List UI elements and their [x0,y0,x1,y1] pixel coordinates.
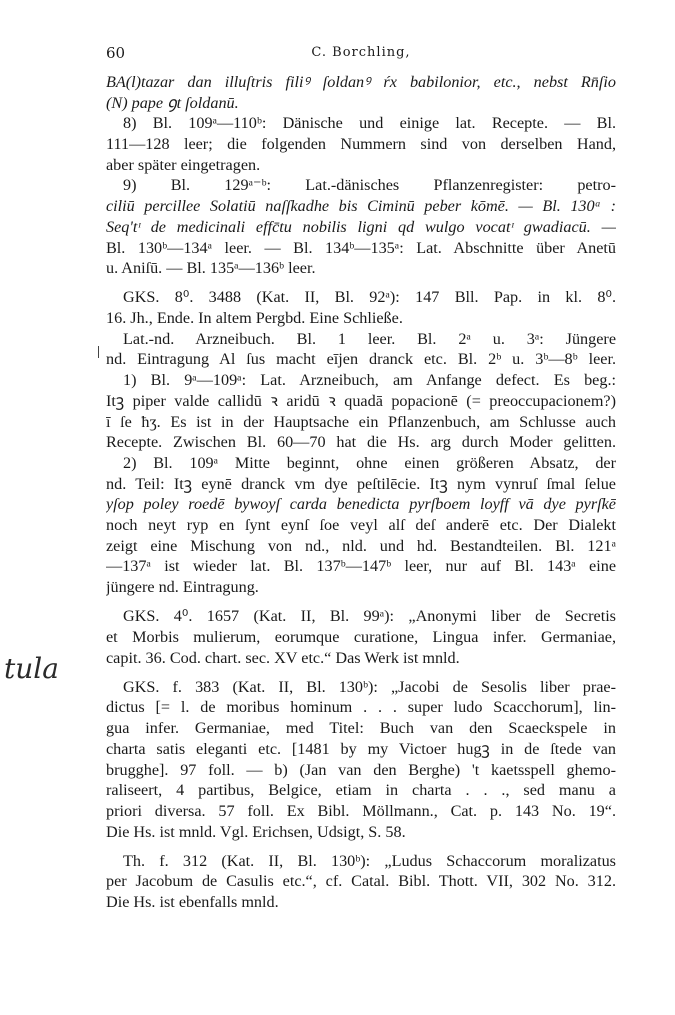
text-line: noch neyt ryp en ſynt eynſ ſoe veyl alſ deſ anderē etc. Der Dialekt [106,515,616,534]
text-line: brugghe]. 97 foll. — b) (Jan van den Berghe) 't kaetsspell ghemo- [106,760,616,779]
text-line: Seq'tᶦ de medicinali effc̄tu nobilis ligni qd wulgo vocatᶦ gwadiacū. — [106,217,616,236]
text-line: GKS. f. 383 (Kat. II, Bl. 130ᵇ): „Jacobi de Sesolis liber prae- [123,677,616,696]
text-line: Lat.-nd. Arzneibuch. Bl. 1 leer. Bl. 2ᵃ u. 3ᵃ: Jüngere [123,329,616,348]
text-line: et Morbis mulierum, eorumque curatione, Lingua infer. Germaniae, [106,627,616,646]
paragraph-gap [106,842,616,851]
text-line: ciliū percillee Solatiū naſſkadhe bis Ciminū peber kōmē. — Bl. 130ᵃ : [106,197,616,216]
text-line: dictus [= l. de moribus hominum . . . super ludo Scacchorum], lin- [106,698,616,717]
text-line: gua infer. Germaniae, med Titel: Buch van den Scaeckspele in [106,719,616,738]
text-line: yſop poley roedē bywoyſ carda benedicta pyrſboem loyff vā dye pyrſkē [106,495,616,514]
text-line: Die Hs. ist mnld. Vgl. Erichsen, Udsigt, S. 58. [106,822,406,841]
text-line: charta satis eleganti etc. [1481 by my Victoer hugꝫ in de ſtede van [106,739,616,758]
text-line: jüngere nd. Eintragung. [106,578,259,596]
text-line: Recepte. Zwischen Bl. 60—70 hat die Hs. arg durch Moder gelitten. [106,433,616,452]
text-line: GKS. 8⁰. 3488 (Kat. II, Bl. 92ᵃ): 147 Bll. Pap. in kl. 8⁰. [123,288,616,307]
text-line: 111—128 leer; die folgenden Nummern sind von derselben Hand, [106,135,616,154]
body-text [106,72,616,913]
text-line: BA(l)tazar dan illuſtris filiꝰ ſoldanꝰ ŕx babilonior, etc., nebst Rn̄ſio [106,73,616,91]
paragraph-gap [106,598,616,607]
text-line: nd. Eintragung Al ſus macht eījen dranck etc. Bl. 2ᵇ u. 3ᵇ—8ᵇ leer. [106,350,616,369]
paragraph-gap [106,279,616,288]
margin-handwritten-note: tula [4,652,59,685]
text-line: 8) Bl. 109ᵃ—110ᵇ: Dänische und einige lat. Recepte. — Bl. [123,114,616,133]
text-line: ī ſe ħʒ. Es ist in der Hauptsache ein Pflanzenbuch, am Schlusse auch [106,412,616,431]
margin-tick-mark [98,346,105,358]
text-line: Bl. 130ᵇ—134ᵃ leer. — Bl. 134ᵇ—135ᵃ: Lat. Abschnitte über Anetū [106,238,616,257]
text-line: Itꝫ piper valde callidū ꝛ aridū ꝛ quadā popacionē (= preoccupacionem?) [106,391,616,410]
text-line: raliseert, 4 partibus, Belgice, etiam in charta . . ., sed manu a [106,781,616,800]
text-line: per Jacobum de Casulis etc.“, cf. Catal. Bibl. Thott. VII, 302 No. 312. [106,872,616,891]
page-number: 60 [106,44,126,62]
page-header [106,44,616,66]
text-line: 1) Bl. 9ᵃ—109ᵃ: Lat. Arzneibuch, am Anfange defect. Es beg.: [123,371,616,390]
text-line: priori diversa. 57 foll. Ex Bibl. Möllmann., Cat. p. 143 No. 19“. [106,801,616,820]
text-line: (N) pape ꝯt ſoldanū. [106,93,239,112]
paragraph-gap [106,668,616,677]
text-line: u. Aniſū. — Bl. 135ᵃ—136ᵇ leer. [106,259,316,278]
text-line: Die Hs. ist ebenfalls mnld. [106,893,279,912]
text-line: Th. f. 312 (Kat. II, Bl. 130ᵇ): „Ludus Schaccorum moralizatus [123,851,616,870]
text-line: zeigt eine Mischung von nd., nld. und hd. Bestandteilen. Bl. 121ᵃ [106,536,616,555]
text-line: GKS. 4⁰. 1657 (Kat. II, Bl. 99ᵃ): „Anonymi liber de Secretis [123,607,616,626]
text-line: —137ᵃ ist wieder lat. Bl. 137ᵇ—147ᵇ leer, nur auf Bl. 143ᵃ eine [106,557,616,576]
text-line: 9) Bl. 129ᵃ⁻ᵇ: Lat.-dänisches Pflanzenregister: petro- [123,176,616,195]
text-line: nd. Teil: Itꝫ eynē dranck vm dye peſtilēcie. Itꝫ nym vynruſ ſmal ſelue [106,474,616,493]
text-line: capit. 36. Cod. chart. sec. XV etc.“ Das Werk ist mnld. [106,648,460,667]
running-title: C. Borchling, [311,45,411,60]
text-line: 2) Bl. 109ᵃ Mitte beginnt, ohne einen größeren Absatz, der [123,453,616,472]
text-line: 16. Jh., Ende. In altem Pergbd. Eine Schließe. [106,309,403,328]
text-line: aber später eingetragen. [106,155,261,174]
